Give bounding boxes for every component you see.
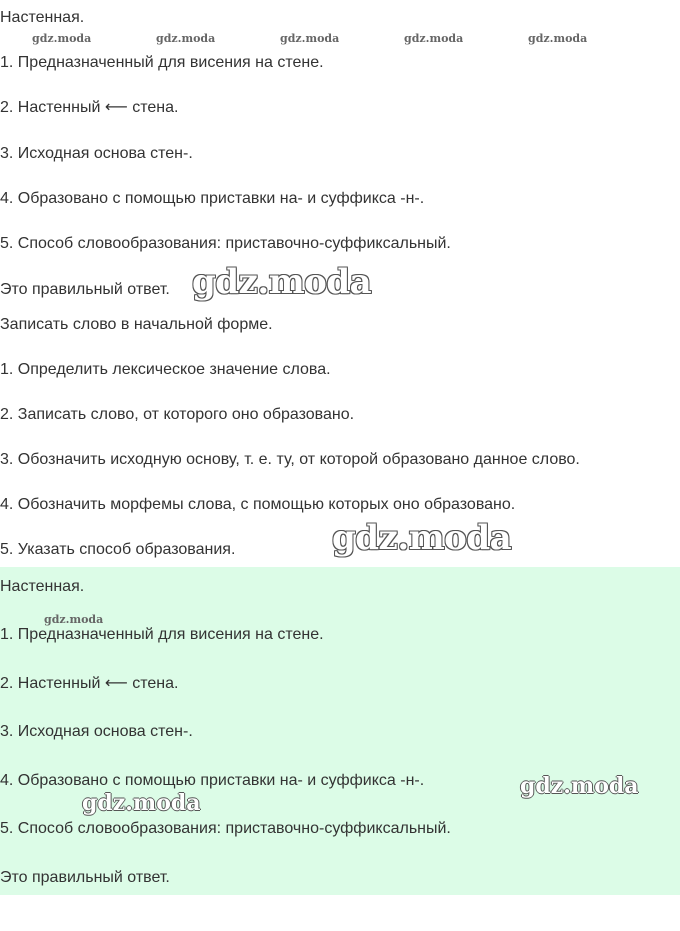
watermark: gdz.moda xyxy=(82,790,201,816)
section1-item: 1. Предназначенный для висения на стене. xyxy=(0,54,324,71)
answer-item: 3. Исходная основа стен-. xyxy=(0,723,193,740)
section2-item: 5. Указать способ образования. xyxy=(0,541,236,558)
section2-title: Записать слово в начальной форме. xyxy=(0,316,273,333)
watermark: gdz.moda xyxy=(404,32,464,45)
watermark: gdz.moda xyxy=(192,262,372,302)
watermark: gdz.moda xyxy=(520,773,639,799)
section1-title: Настенная. xyxy=(0,9,85,26)
section1-item: 5. Способ словообразования: приставочно-суффиксальный. xyxy=(0,235,451,252)
section2-item: 3. Обозначить исходную основу, т. е. ту, от которой образовано данное слово. xyxy=(0,451,580,468)
answer-title: Настенная. xyxy=(0,578,85,595)
section1-item: 3. Исходная основа стен-. xyxy=(0,145,193,162)
section1-item: 4. Образовано с помощью приставки на- и суффикса -н-. xyxy=(0,190,425,207)
answer-item: 2. Настенный ⟵ стена. xyxy=(0,675,179,692)
watermark: gdz.moda xyxy=(32,32,92,45)
answer-conclusion: Это правильный ответ. xyxy=(0,869,170,886)
section2-item: 2. Записать слово, от которого оно образовано. xyxy=(0,406,355,423)
section2-item: 1. Определить лексическое значение слова. xyxy=(0,361,331,378)
answer-item: 1. Предназначенный для висения на стене. xyxy=(0,626,324,643)
watermark: gdz.moda xyxy=(528,32,588,45)
watermark: gdz.moda xyxy=(280,32,340,45)
watermark: gdz.moda xyxy=(156,32,216,45)
answer-item: 5. Способ словообразования: приставочно-суффиксальный. xyxy=(0,820,451,837)
section2-item: 4. Обозначить морфемы слова, с помощью которых оно образовано. xyxy=(0,496,516,513)
watermark: gdz.moda xyxy=(332,518,512,558)
section1-conclusion: Это правильный ответ. xyxy=(0,281,170,298)
answer-item: 4. Образовано с помощью приставки на- и суффикса -н-. xyxy=(0,772,425,789)
watermark: gdz.moda xyxy=(44,613,104,626)
section1-item: 2. Настенный ⟵ стена. xyxy=(0,99,179,116)
